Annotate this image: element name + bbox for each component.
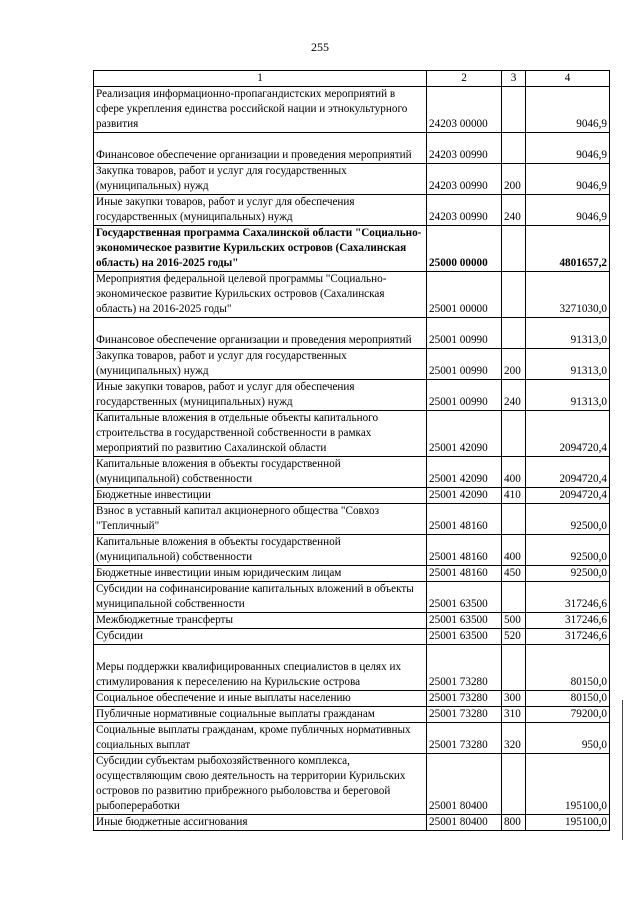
expense-type-cell: 240: [502, 380, 526, 411]
table-row: [94, 754, 610, 815]
header-cell: 1: [94, 71, 427, 87]
amount-cell: 79200,0: [526, 707, 610, 723]
table-row: [94, 566, 610, 582]
table-row: [94, 349, 610, 380]
amount-cell: 9046,9: [526, 87, 610, 133]
item-name-cell: Закупка товаров, работ и услуг для государственных (муниципальных) нужд: [94, 349, 427, 380]
item-name-cell: Бюджетные инвестиции иным юридическим лицам: [94, 566, 427, 582]
item-name-cell: Иные закупки товаров, работ и услуг для обеспечения государственных (муниципальных) нужд: [94, 195, 427, 226]
table-row: [94, 133, 610, 164]
amount-cell: 950,0: [526, 723, 610, 754]
table-row: [94, 535, 610, 566]
table-row: [94, 613, 610, 629]
amount-cell: 317246,6: [526, 582, 610, 613]
expense-type-cell: [502, 226, 526, 272]
expense-type-cell: 400: [502, 457, 526, 488]
table-header-row: [94, 71, 610, 87]
amount-cell: 4801657,2: [526, 226, 610, 272]
item-name-cell: Бюджетные инвестиции: [94, 488, 427, 504]
item-name-cell: Межбюджетные трансферты: [94, 613, 427, 629]
item-name-cell: Субсидии на софинансирование капитальных вложений в объекты муниципальной собственности: [94, 582, 427, 613]
item-name-cell: Социальное обеспечение и иные выплаты населению: [94, 691, 427, 707]
table-row: [94, 457, 610, 488]
table-row: [94, 87, 610, 133]
amount-cell: 92500,0: [526, 535, 610, 566]
amount-cell: 317246,6: [526, 613, 610, 629]
target-code-cell: 25001 73280: [427, 723, 502, 754]
expense-type-cell: 400: [502, 535, 526, 566]
amount-cell: 80150,0: [526, 645, 610, 691]
table-row: [94, 691, 610, 707]
amount-cell: 2094720,4: [526, 411, 610, 457]
expense-type-cell: 200: [502, 164, 526, 195]
target-code-cell: 25001 80400: [427, 754, 502, 815]
budget-table: [93, 70, 610, 831]
item-name-cell: Реализация информационно-пропагандистских мероприятий в сфере укрепления единства российской нации и этнокультурного развития: [94, 87, 427, 133]
target-code-cell: 25001 00990: [427, 349, 502, 380]
scan-edge-mark: [622, 700, 623, 840]
expense-type-cell: 240: [502, 195, 526, 226]
table-row: [94, 629, 610, 645]
amount-cell: 9046,9: [526, 195, 610, 226]
item-name-cell: Субсидии субъектам рыбохозяйственного комплекса, осуществляющим свою деятельность на территории Курильских островов по развитию прибрежного рыболовства и береговой рыбопереработки: [94, 754, 427, 815]
target-code-cell: 25001 80400: [427, 815, 502, 831]
item-name-cell: Капитальные вложения в объекты государственной (муниципальной) собственности: [94, 535, 427, 566]
amount-cell: 92500,0: [526, 504, 610, 535]
amount-cell: 195100,0: [526, 815, 610, 831]
page-number: 255: [311, 40, 329, 54]
amount-cell: 3271030,0: [526, 272, 610, 318]
expense-type-cell: 520: [502, 629, 526, 645]
item-name-cell: Мероприятия федеральной целевой программы "Социально-экономическое развитие Курильских островов (Сахалинская область) на 2016-2025 годы": [94, 272, 427, 318]
target-code-cell: 25001 73280: [427, 645, 502, 691]
amount-cell: 317246,6: [526, 629, 610, 645]
target-code-cell: 24203 00990: [427, 195, 502, 226]
expense-type-cell: 310: [502, 707, 526, 723]
table-row: [94, 707, 610, 723]
target-code-cell: 25001 73280: [427, 707, 502, 723]
table-row: [94, 582, 610, 613]
target-code-cell: 25001 00990: [427, 380, 502, 411]
expense-type-cell: [502, 411, 526, 457]
expense-type-cell: [502, 754, 526, 815]
expense-type-cell: 320: [502, 723, 526, 754]
table-row: [94, 272, 610, 318]
expense-type-cell: 450: [502, 566, 526, 582]
table-row: [94, 226, 610, 272]
amount-cell: 91313,0: [526, 318, 610, 349]
target-code-cell: 25001 42090: [427, 411, 502, 457]
expense-type-cell: [502, 133, 526, 164]
expense-type-cell: [502, 272, 526, 318]
item-name-cell: Публичные нормативные социальные выплаты гражданам: [94, 707, 427, 723]
item-name-cell: Субсидии: [94, 629, 427, 645]
target-code-cell: 25000 00000: [427, 226, 502, 272]
expense-type-cell: [502, 645, 526, 691]
amount-cell: 80150,0: [526, 691, 610, 707]
item-name-cell: Капитальные вложения в отдельные объекты капитального строительства в государственной собственности в рамках мероприятий по развитию Сахалинской области: [94, 411, 427, 457]
amount-cell: 195100,0: [526, 754, 610, 815]
target-code-cell: 25001 48160: [427, 535, 502, 566]
target-code-cell: 25001 00000: [427, 272, 502, 318]
expense-type-cell: [502, 504, 526, 535]
table-row: [94, 488, 610, 504]
item-name-cell: Закупка товаров, работ и услуг для государственных (муниципальных) нужд: [94, 164, 427, 195]
table-row: [94, 164, 610, 195]
expense-type-cell: 500: [502, 613, 526, 629]
target-code-cell: 25001 48160: [427, 504, 502, 535]
header-cell: 4: [526, 71, 610, 87]
amount-cell: 9046,9: [526, 164, 610, 195]
expense-type-cell: [502, 87, 526, 133]
target-code-cell: 24203 00990: [427, 133, 502, 164]
amount-cell: 91313,0: [526, 380, 610, 411]
target-code-cell: 25001 63500: [427, 629, 502, 645]
table-row: [94, 504, 610, 535]
target-code-cell: 25001 73280: [427, 691, 502, 707]
target-code-cell: 25001 42090: [427, 457, 502, 488]
header-cell: 3: [502, 71, 526, 87]
table-row: [94, 815, 610, 831]
amount-cell: 9046,9: [526, 133, 610, 164]
table-row: [94, 195, 610, 226]
amount-cell: 2094720,4: [526, 488, 610, 504]
amount-cell: 91313,0: [526, 349, 610, 380]
table-row: [94, 411, 610, 457]
expense-type-cell: 300: [502, 691, 526, 707]
expense-type-cell: [502, 582, 526, 613]
table-row: [94, 645, 610, 691]
table-row: [94, 318, 610, 349]
target-code-cell: 25001 48160: [427, 566, 502, 582]
item-name-cell: Иные бюджетные ассигнования: [94, 815, 427, 831]
item-name-cell: Государственная программа Сахалинской области "Социально-экономическое развитие Курильских островов (Сахалинская область) на 2016-2025 годы": [94, 226, 427, 272]
item-name-cell: Финансовое обеспечение организации и проведения мероприятий: [94, 133, 427, 164]
target-code-cell: 25001 42090: [427, 488, 502, 504]
item-name-cell: Иные закупки товаров, работ и услуг для обеспечения государственных (муниципальных) нужд: [94, 380, 427, 411]
item-name-cell: Взнос в уставный капитал акционерного общества "Совхоз "Тепличный": [94, 504, 427, 535]
amount-cell: 92500,0: [526, 566, 610, 582]
item-name-cell: Капитальные вложения в объекты государственной (муниципальной) собственности: [94, 457, 427, 488]
amount-cell: 2094720,4: [526, 457, 610, 488]
item-name-cell: Социальные выплаты гражданам, кроме публичных нормативных социальных выплат: [94, 723, 427, 754]
expense-type-cell: 410: [502, 488, 526, 504]
target-code-cell: 24203 00990: [427, 164, 502, 195]
table-row: [94, 723, 610, 754]
table-row: [94, 380, 610, 411]
expense-type-cell: 200: [502, 349, 526, 380]
target-code-cell: 25001 00990: [427, 318, 502, 349]
target-code-cell: 25001 63500: [427, 613, 502, 629]
target-code-cell: 24203 00000: [427, 87, 502, 133]
header-cell: 2: [427, 71, 502, 87]
expense-type-cell: 800: [502, 815, 526, 831]
expense-type-cell: [502, 318, 526, 349]
item-name-cell: Финансовое обеспечение организации и проведения мероприятий: [94, 318, 427, 349]
target-code-cell: 25001 63500: [427, 582, 502, 613]
item-name-cell: Меры поддержки квалифицированных специалистов в целях их стимулирования к переселению на Курильские острова: [94, 645, 427, 691]
